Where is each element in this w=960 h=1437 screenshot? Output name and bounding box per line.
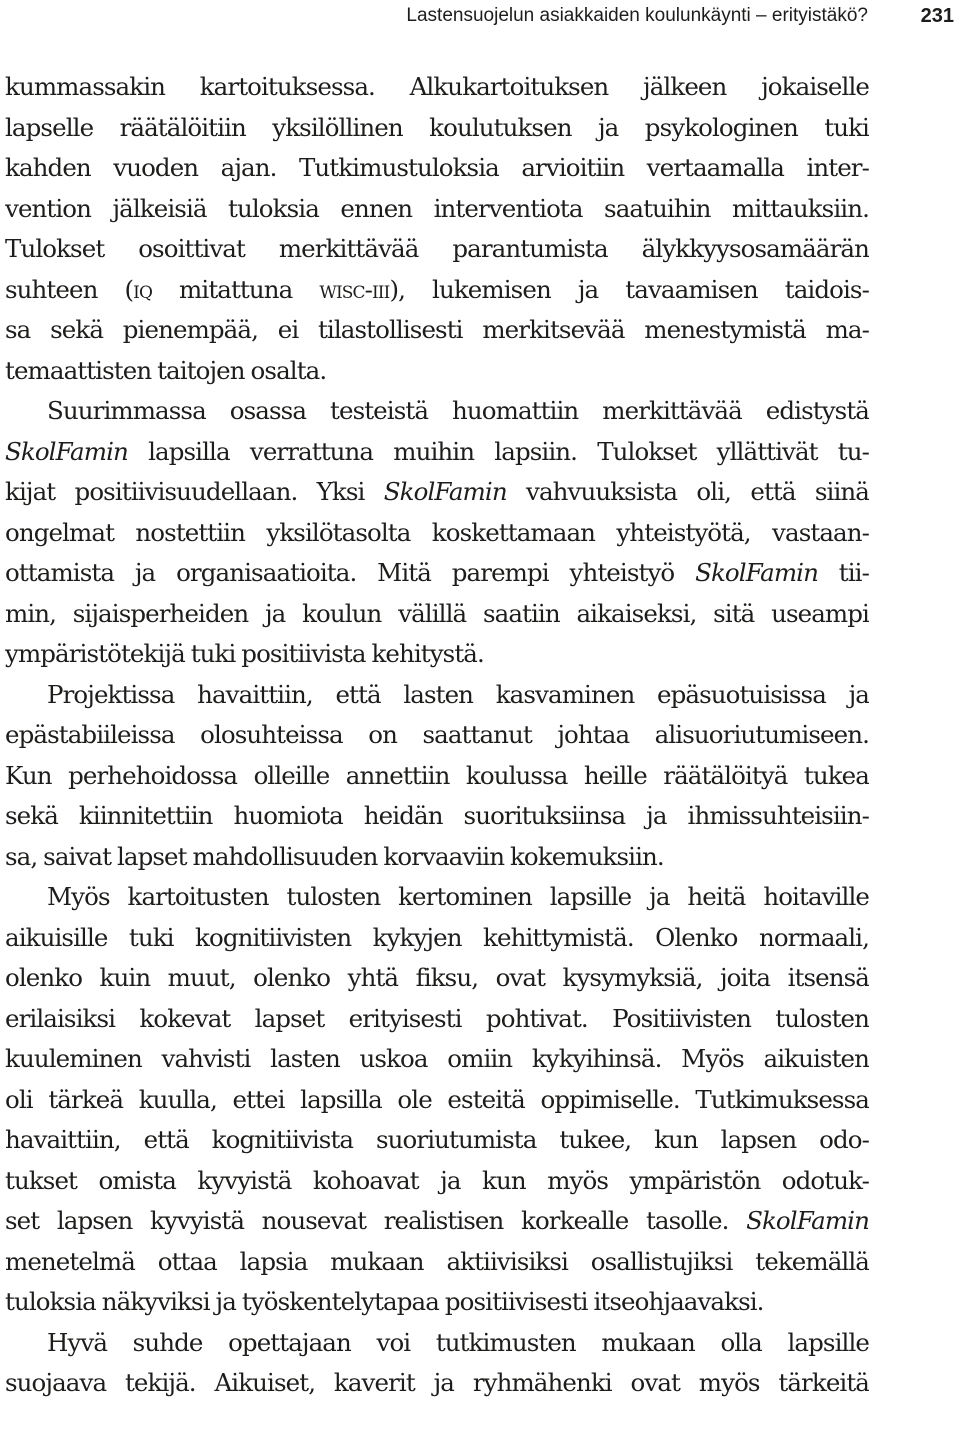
text-line bbox=[5, 270, 869, 311]
text-segment: kijat positiivisuudellaan. Yksi bbox=[5, 477, 384, 506]
text-segment: vahvuuksista oli, että siinä bbox=[506, 477, 869, 506]
text-segment: erilaisiksi kokevat lapset erityisesti pohtivat. Positiivisten tulosten bbox=[5, 1003, 869, 1033]
text-segment: tukset omista kyvyistä kohoavat ja kun myös ympäristön odotuk- bbox=[5, 1165, 869, 1195]
text-segment: sa sekä pienempää, ei tilastollisesti merkitsevää menestymistä ma- bbox=[5, 315, 869, 344]
body-text bbox=[5, 67, 869, 1404]
text-segment: ympäristötekijä tuki positiivista kehitystä. bbox=[5, 639, 484, 668]
text-segment: set lapsen kyvyistä nousevat realistisen korkealle tasolle. bbox=[5, 1206, 747, 1235]
text-line bbox=[5, 148, 869, 189]
text-line bbox=[5, 472, 869, 513]
text-line bbox=[5, 796, 869, 837]
text-line bbox=[5, 1282, 869, 1323]
text-line bbox=[5, 229, 869, 270]
small-caps-term: wisc-iii bbox=[319, 274, 390, 304]
text-line bbox=[5, 1161, 869, 1202]
small-caps-term: iq bbox=[133, 274, 153, 304]
text-segment: Hyvä suhde opettajaan voi tutkimusten mukaan olla lapsille bbox=[47, 1327, 869, 1357]
text-line bbox=[5, 1080, 869, 1121]
text-segment: aikuisille tuki kognitiivisten kykyjen kehittymistä. Olenko normaali, bbox=[5, 922, 869, 952]
text-line bbox=[5, 189, 869, 230]
text-segment: ongelmat nostettiin yksilötasolta koskettamaan yhteistyötä, vastaan- bbox=[5, 517, 869, 547]
text-segment: min, sijaisperheiden ja koulun välillä saatiin aikaiseksi, sitä useampi bbox=[5, 598, 869, 628]
text-segment: epästabiileissa olosuhteissa on saattanut johtaa alisuoriutumiseen. bbox=[5, 720, 869, 749]
text-segment: kuuleminen vahvisti lasten uskoa omiin kykyihinsä. Myös aikuisten bbox=[5, 1044, 869, 1073]
italic-term: SkolFamin bbox=[746, 1206, 869, 1235]
text-line bbox=[5, 108, 869, 149]
text-line bbox=[5, 999, 869, 1040]
text-segment: olenko kuin muut, olenko yhtä fiksu, ovat kysymyksiä, joita itsensä bbox=[5, 963, 869, 992]
text-segment: Suurimmassa osassa testeistä huomattiin merkittävää edistystä bbox=[47, 396, 869, 425]
text-line bbox=[5, 391, 869, 432]
text-segment: sekä kiinnitettiin huomiota heidän suorituksiinsa ja ihmissuhteisiin- bbox=[5, 801, 869, 830]
text-line bbox=[5, 1363, 869, 1404]
text-line bbox=[5, 351, 869, 392]
text-line bbox=[5, 553, 869, 594]
text-segment: oli tärkeä kuulla, ettei lapsilla ole esteitä oppimiselle. Tutkimuksessa bbox=[5, 1084, 869, 1114]
text-line bbox=[5, 310, 869, 351]
text-segment: kahden vuoden ajan. Tutkimustuloksia arvioitiin vertaamalla inter- bbox=[5, 153, 869, 182]
text-line bbox=[5, 594, 869, 635]
text-line bbox=[5, 675, 869, 716]
text-line bbox=[5, 513, 869, 554]
text-segment: havaittiin, että kognitiivista suoriutumista tukee, kun lapsen odo- bbox=[5, 1125, 869, 1154]
text-segment: Tulokset osoittivat merkittävää parantumista älykkyysosamäärän bbox=[5, 234, 869, 263]
text-segment: ottamista ja organisaatioita. Mitä parempi yhteistyö bbox=[5, 558, 696, 587]
text-segment: Kun perhehoidossa olleille annettiin koulussa heille räätälöityä tukea bbox=[5, 760, 869, 790]
text-segment: vention jälkeisiä tuloksia ennen interventiota saatuihin mittauksiin. bbox=[5, 193, 869, 223]
text-segment: suojaava tekijä. Aikuiset, kaverit ja ryhmähenki ovat myös tärkeitä bbox=[5, 1368, 869, 1397]
text-segment: lapsilla verrattuna muihin lapsiin. Tulokset yllättivät tu- bbox=[127, 436, 869, 466]
text-line bbox=[5, 958, 869, 999]
text-line bbox=[5, 1120, 869, 1161]
page-number: 231 bbox=[920, 5, 954, 27]
text-segment: sa, saivat lapset mahdollisuuden korvaaviin kokemuksiin. bbox=[5, 841, 664, 871]
text-line bbox=[5, 756, 869, 797]
text-segment: menetelmä ottaa lapsia mukaan aktiivisiksi osallistujiksi tekemällä bbox=[5, 1246, 869, 1276]
italic-term: SkolFamin bbox=[5, 436, 128, 466]
italic-term: SkolFamin bbox=[383, 477, 507, 506]
running-title: Lastensuojelun asiakkaiden koulunkäynti – erityistäkö? bbox=[406, 5, 868, 26]
text-line bbox=[5, 1201, 869, 1242]
running-header bbox=[0, 4, 960, 28]
text-line bbox=[5, 634, 869, 675]
text-line bbox=[5, 877, 869, 918]
text-segment: lapselle räätälöitiin yksilöllinen koulutuksen ja psykologinen tuki bbox=[5, 112, 869, 142]
text-line bbox=[5, 1039, 869, 1080]
text-line bbox=[5, 1323, 869, 1364]
text-segment: Projektissa havaittiin, että lasten kasvaminen epäsuotuisissa ja bbox=[47, 679, 869, 709]
text-line bbox=[5, 715, 869, 756]
text-segment: kummassakin kartoituksessa. Alkukartoituksen jälkeen jokaiselle bbox=[5, 72, 869, 101]
text-segment: ), lukemisen ja tavaamisen taidois- bbox=[389, 274, 869, 304]
text-line bbox=[5, 67, 869, 108]
text-line bbox=[5, 918, 869, 959]
text-segment: Myös kartoitusten tulosten kertominen lapsille ja heitä hoitaville bbox=[47, 882, 869, 911]
italic-term: SkolFamin bbox=[695, 558, 818, 587]
text-segment: mitattuna bbox=[152, 274, 320, 304]
text-line bbox=[5, 1242, 869, 1283]
text-segment: tuloksia näkyviksi ja työskentelytapaa positiivisesti itseohjaavaksi. bbox=[5, 1287, 764, 1316]
text-segment: temaattisten taitojen osalta. bbox=[5, 355, 327, 385]
text-line bbox=[5, 432, 869, 473]
text-segment: tii- bbox=[817, 558, 869, 587]
text-segment: suhteen ( bbox=[5, 274, 134, 304]
text-line bbox=[5, 837, 869, 878]
